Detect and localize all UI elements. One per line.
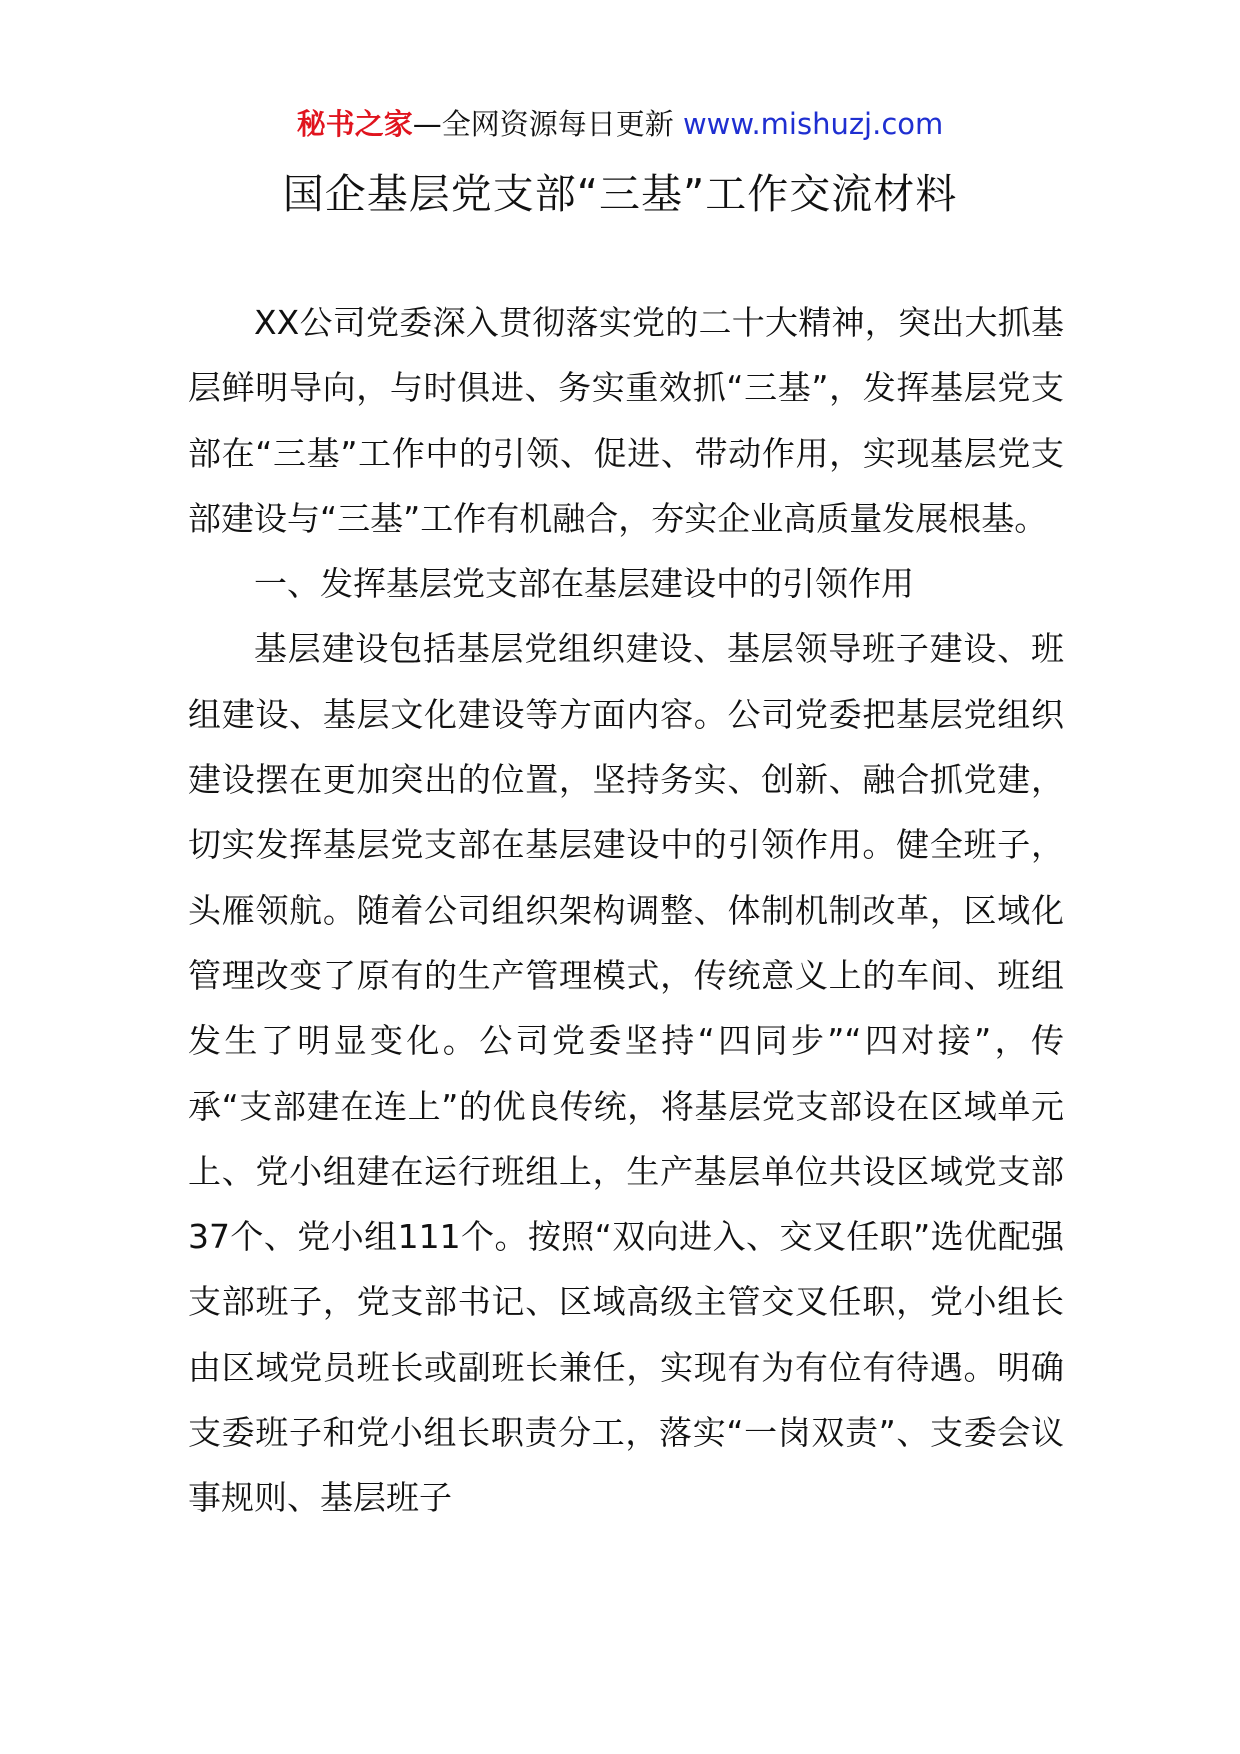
- site-url-link[interactable]: www.mishuzj.com: [682, 107, 944, 141]
- document-body: [188, 290, 1064, 1531]
- header-tagline: —全网资源每日更新: [412, 107, 683, 141]
- watermark-header: [0, 104, 1240, 144]
- paragraph-intro: XX公司党委深入贯彻落实党的二十大精神，突出大抓基层鲜明导向，与时俱进、务实重效抓“三基”，发挥基层党支部在“三基”工作中的引领、促进、带动作用，实现基层党支部建设与“三基”工作有机融合，夯实企业高质量发展根基。: [188, 303, 1064, 538]
- brand-name: 秘书之家: [296, 107, 413, 141]
- document-title: 国企基层党支部“三基”工作交流材料: [282, 170, 958, 218]
- paragraph-section-1: 基层建设包括基层党组织建设、基层领导班子建设、班组建设、基层文化建设等方面内容。公司党委把基层党组织建设摆在更加突出的位置，坚持务实、创新、融合抓党建，切实发挥基层党支部在基层建设中的引领作用。健全班子，头雁领航。随着公司组织架构调整、体制机制改革，区域化管理改变了原有的生产管理模式，传统意义上的车间、班组发生了明显变化。公司党委坚持“四同步”“四对接”，传承“支部建在连上”的优良传统，将基层党支部设在区域单元上、党小组建在运行班组上，生产基层单位共设区域党支部37个、党小组111个。按照“双向进入、交叉任职”选优配强支部班子，党支部书记、区域高级主管交叉任职，党小组长由区域党员班长或副班长兼任，实现有为有位有待遇。明确支委班子和党小组长职责分工，落实“一岗双责”、支委会议事规则、基层班子: [188, 629, 1064, 1518]
- section-heading: 一、发挥基层党支部在基层建设中的引领作用: [254, 564, 914, 604]
